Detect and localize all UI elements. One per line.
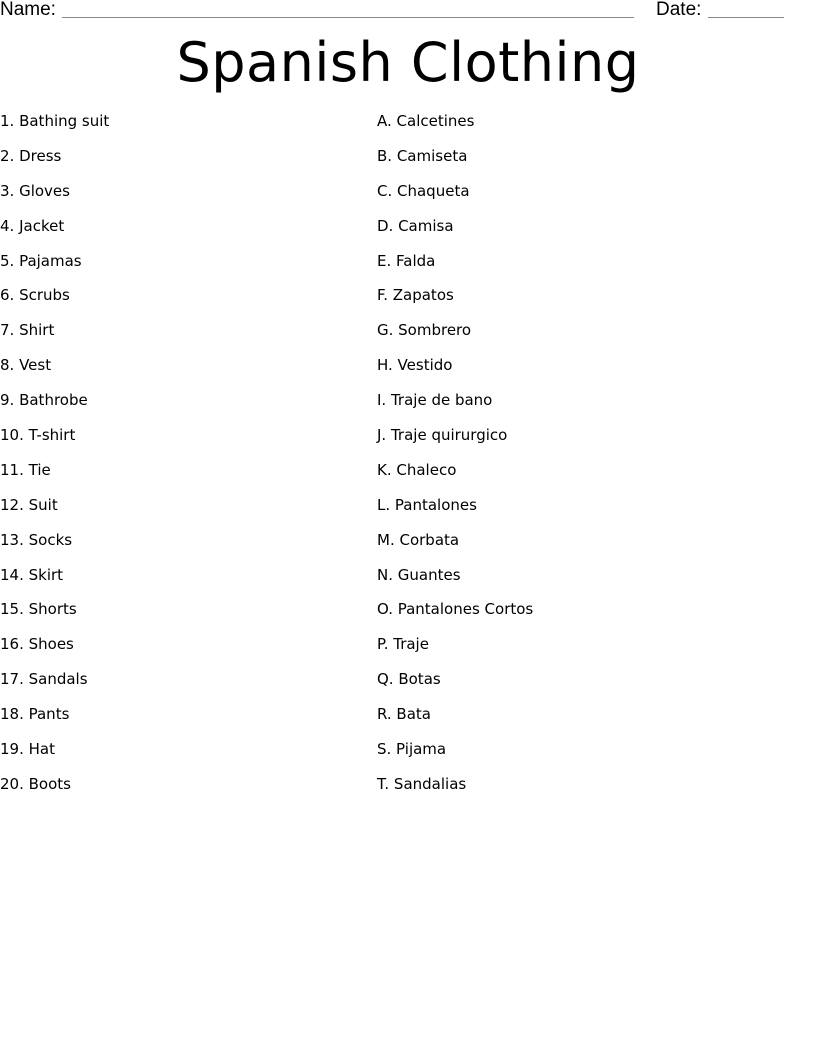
english-term-item: 13. Socks	[0, 530, 73, 549]
spanish-term-item: R. Bata	[377, 705, 431, 724]
english-term-item: 5. Pajamas	[0, 251, 82, 270]
english-terms-list	[0, 112, 360, 810]
english-term-item: 18. Pants	[0, 705, 70, 724]
name-blank-line	[62, 17, 634, 18]
spanish-term-item: K. Chaleco	[377, 460, 457, 479]
spanish-term-item: L. Pantalones	[377, 495, 477, 514]
spanish-term-item: E. Falda	[377, 251, 436, 270]
date-label: Date:	[656, 0, 702, 20]
english-term-item: 9. Bathrobe	[0, 391, 88, 410]
english-term-item: 10. T-shirt	[0, 426, 76, 445]
english-term-item: 17. Sandals	[0, 670, 88, 689]
english-term-item: 16. Shoes	[0, 635, 74, 654]
worksheet-header	[0, 0, 816, 22]
english-term-item: 2. Dress	[0, 146, 62, 165]
english-term-item: 6. Scrubs	[0, 286, 70, 305]
spanish-term-item: N. Guantes	[377, 565, 461, 584]
spanish-term-item: B. Camiseta	[377, 146, 468, 165]
spanish-term-item: F. Zapatos	[377, 286, 454, 305]
spanish-term-item: S. Pijama	[377, 740, 447, 759]
spanish-term-item: O. Pantalones Cortos	[377, 600, 534, 619]
spanish-term-item: J. Traje quirurgico	[377, 426, 508, 445]
spanish-term-item: P. Traje	[377, 635, 429, 654]
spanish-term-item: H. Vestido	[377, 356, 453, 375]
english-term-item: 14. Skirt	[0, 565, 64, 584]
english-term-item: 8. Vest	[0, 356, 52, 375]
date-blank-line	[708, 17, 784, 18]
spanish-terms-list	[377, 112, 807, 810]
spanish-term-item: A. Calcetines	[377, 112, 475, 130]
spanish-term-item: M. Corbata	[377, 530, 460, 549]
english-term-item: 11. Tie	[0, 460, 51, 479]
english-term-item: 4. Jacket	[0, 216, 65, 235]
english-term-item: 7. Shirt	[0, 321, 55, 340]
english-term-item: 3. Gloves	[0, 181, 70, 200]
spanish-term-item: C. Chaqueta	[377, 181, 470, 200]
spanish-term-item: I. Traje de bano	[377, 391, 493, 410]
english-term-item: 19. Hat	[0, 740, 55, 759]
spanish-term-item: G. Sombrero	[377, 321, 472, 340]
spanish-term-item: D. Camisa	[377, 216, 454, 235]
english-term-item: 15. Shorts	[0, 600, 77, 619]
english-term-item: 20. Boots	[0, 774, 71, 793]
spanish-term-item: T. Sandalias	[377, 774, 467, 793]
english-term-item: 1. Bathing suit	[0, 112, 110, 130]
name-label: Name:	[0, 0, 56, 20]
spanish-term-item: Q. Botas	[377, 670, 441, 689]
page-title: Spanish Clothing	[176, 31, 640, 94]
english-term-item: 12. Suit	[0, 495, 58, 514]
